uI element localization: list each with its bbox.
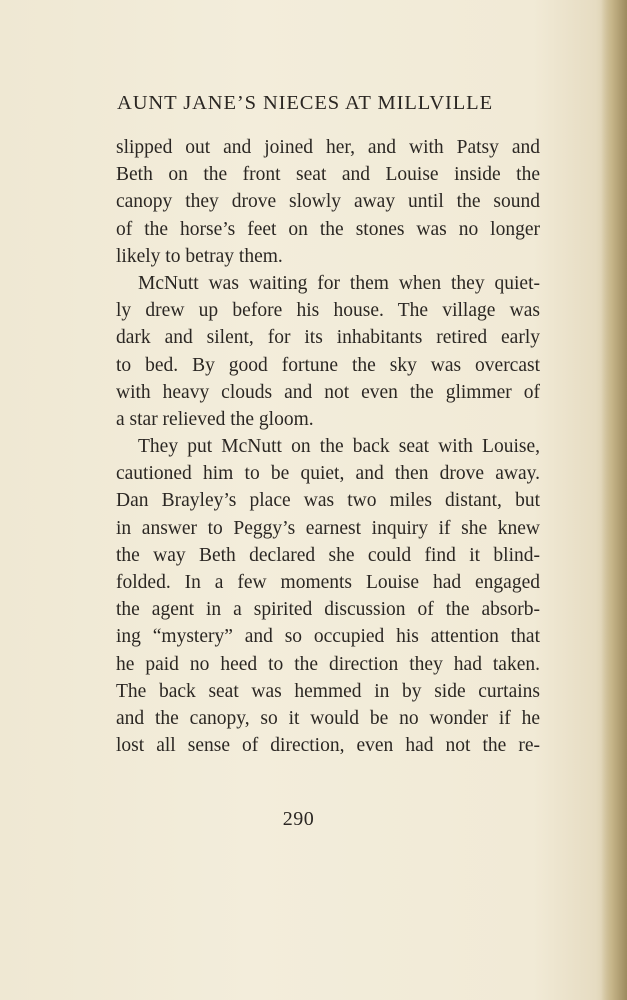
text-line: cautioned him to be quiet, and then drove away. — [116, 463, 540, 485]
text-line: to bed. By good fortune the sky was overcast — [116, 354, 540, 376]
text-line: McNutt was waiting for them when they quiet- — [138, 272, 540, 294]
page-number: 290 — [282, 808, 315, 830]
text-line: a star relieved the gloom. — [116, 408, 314, 430]
text-line: folded. In a few moments Louise had engaged — [116, 572, 540, 593]
text-line: dark and silent, for its inhabitants retired early — [116, 327, 540, 349]
text-line: The back seat was hemmed in by side curtains — [116, 680, 540, 702]
text-line: the way Beth declared she could find it blind- — [116, 544, 540, 566]
text-line: canopy they drove slowly away until the sound — [116, 191, 540, 213]
text-line: of the horse’s feet on the stones was no longer — [116, 218, 540, 240]
text-line: the agent in a spirited discussion of the absorb- — [116, 599, 540, 621]
text-line: slipped out and joined her, and with Patsy and — [116, 137, 540, 158]
body-text — [116, 134, 540, 759]
text-line: in answer to Peggy’s earnest inquiry if she knew — [116, 517, 540, 539]
text-line: likely to betray them. — [116, 245, 283, 267]
page-spine-shadow — [601, 0, 627, 1000]
text-line: and the canopy, so it would be no wonder if he — [116, 707, 540, 729]
text-line: Beth on the front seat and Louise inside the — [116, 164, 540, 186]
page-number-container — [0, 808, 627, 831]
text-line: ly drew up before his house. The village was — [116, 300, 540, 322]
text-line: ing “mystery” and so occupied his attention that — [116, 626, 540, 648]
text-line: lost all sense of direction, even had not the re- — [116, 735, 540, 757]
text-line: They put McNutt on the back seat with Louise, — [138, 436, 540, 458]
running-head: AUNT JANE’S NIECES AT MILLVILLE — [117, 92, 494, 114]
text-line: he paid no heed to the direction they had taken. — [116, 653, 540, 675]
text-line: Dan Brayley’s place was two miles distant, but — [116, 490, 540, 512]
text-line: with heavy clouds and not even the glimmer of — [116, 381, 540, 403]
